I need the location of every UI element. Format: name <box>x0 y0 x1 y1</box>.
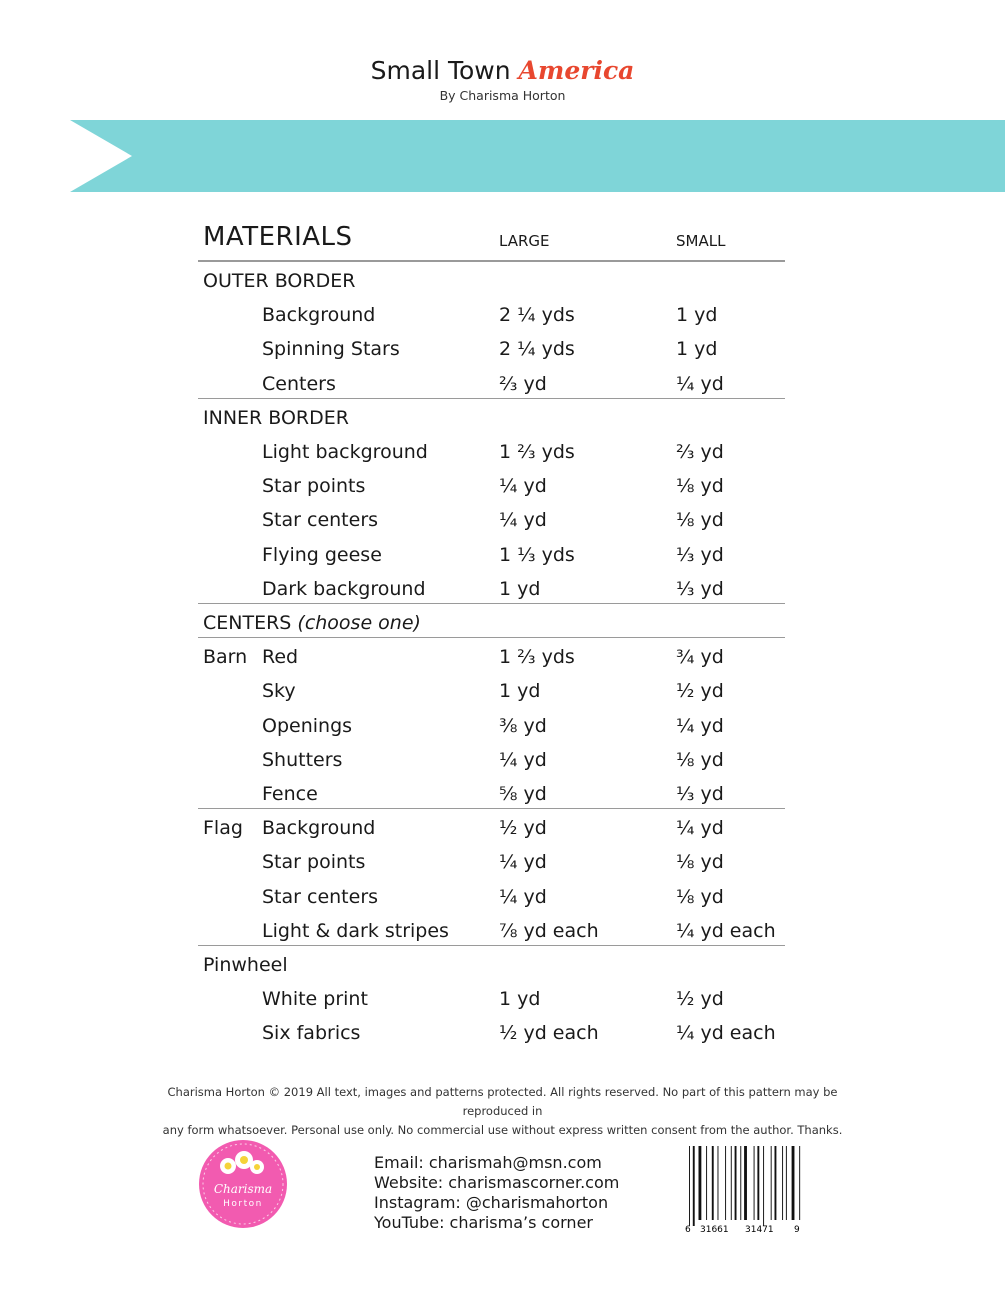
large-quantity: ¼ yd <box>499 885 547 908</box>
small-quantity: 1 yd <box>676 338 718 361</box>
small-quantity: ¼ yd each <box>676 919 776 942</box>
barcode-bar <box>725 1146 726 1220</box>
barcode-bar <box>786 1146 787 1220</box>
barcode-bar <box>799 1146 800 1220</box>
small-quantity: ⅓ yd <box>676 783 724 805</box>
title-accent: America <box>518 56 635 85</box>
large-quantity: ⅞ yd each <box>499 919 599 942</box>
banner <box>70 120 1005 192</box>
barcode-bar <box>731 1146 732 1220</box>
material-item: Spinning Stars <box>262 338 400 361</box>
small-quantity: ⅛ yd <box>676 851 724 874</box>
barcode-bar <box>782 1146 783 1220</box>
large-quantity: 1 yd <box>499 577 541 600</box>
material-item: Openings <box>262 714 353 737</box>
material-item: Sky <box>262 680 296 703</box>
material-item: Shutters <box>262 748 343 771</box>
group-label: Flag <box>203 817 243 840</box>
material-item: Flying geese <box>262 543 382 566</box>
section-title: INNER BORDER <box>203 406 349 429</box>
large-quantity: 1 ⅔ yds <box>499 441 575 463</box>
barcode-bar <box>706 1146 707 1220</box>
large-quantity: 1 yd <box>499 680 541 703</box>
material-item: Dark background <box>262 577 426 600</box>
section-divider <box>198 637 785 638</box>
small-quantity: ⅓ yd <box>676 543 724 566</box>
barcode-bar <box>699 1146 702 1220</box>
header-divider <box>198 260 785 261</box>
barcode-bar <box>744 1146 747 1220</box>
material-item: Fence <box>262 783 318 805</box>
barcode-digit: 9 <box>794 1225 800 1235</box>
large-quantity: 1 ⅔ yds <box>499 646 575 669</box>
material-item: Light background <box>262 441 428 463</box>
column-header-small: SMALL <box>676 232 726 250</box>
group-label: Barn <box>203 646 248 669</box>
barcode-bar <box>693 1146 695 1226</box>
barcode <box>683 1146 801 1236</box>
barcode-bar <box>757 1146 759 1220</box>
material-item: Background <box>262 304 376 327</box>
small-quantity: ½ yd <box>676 680 724 703</box>
contact-youtube[interactable]: YouTube: charisma’s corner <box>374 1213 593 1232</box>
small-quantity: ⅓ yd <box>676 577 724 600</box>
large-quantity: ½ yd each <box>499 1022 599 1045</box>
small-quantity: ¼ yd each <box>676 1022 776 1045</box>
copyright-line: Charisma Horton © 2019 All text, images and patterns protected. All rights reserved. No part of this pattern may be reproduced in <box>167 1085 838 1118</box>
small-quantity: ⅛ yd <box>676 885 724 908</box>
barcode-digit: 6 <box>685 1225 691 1235</box>
section-divider <box>198 261 785 262</box>
section-heading <box>203 611 421 635</box>
large-quantity: 1 yd <box>499 988 541 1011</box>
section-title: CENTERS <box>203 612 298 634</box>
barcode-bar <box>712 1146 714 1220</box>
small-quantity: ¼ yd <box>676 817 724 840</box>
copyright-line: any form whatsoever. Personal use only. No commercial use without express written consent from the author. Thanks. <box>162 1123 843 1137</box>
barcode-digit: 31661 <box>700 1225 729 1235</box>
title-main: Small Town <box>370 56 519 85</box>
large-quantity: ¼ yd <box>499 509 547 532</box>
material-item: White print <box>262 988 368 1011</box>
section-divider <box>198 808 785 809</box>
barcode-bar <box>792 1146 795 1220</box>
section-heading <box>203 953 288 977</box>
section-divider <box>198 603 785 604</box>
barcode-bar <box>689 1146 690 1226</box>
barcode-bars <box>689 1146 801 1226</box>
barcode-bar <box>775 1146 777 1220</box>
barcode-bar <box>754 1146 755 1220</box>
charisma-horton-logo <box>197 1138 289 1230</box>
small-quantity: ½ yd <box>676 988 724 1011</box>
large-quantity: ⅝ yd <box>499 783 547 805</box>
logo-text-line1: Charisma <box>213 1182 273 1196</box>
barcode-bar <box>718 1146 719 1220</box>
material-item: Star centers <box>262 885 379 908</box>
large-quantity: ¼ yd <box>499 748 547 771</box>
copyright-notice <box>140 1083 865 1140</box>
material-item: Background <box>262 817 376 840</box>
contact-email[interactable]: Email: charismah@msn.com <box>374 1153 602 1172</box>
section-heading <box>203 406 349 430</box>
material-item: Red <box>262 646 299 669</box>
small-quantity: ¼ yd <box>676 714 724 737</box>
large-quantity: 2 ¼ yds <box>499 304 575 327</box>
barcode-digit: 31471 <box>745 1225 774 1235</box>
barcode-bar <box>740 1146 741 1220</box>
small-quantity: ⅛ yd <box>676 509 724 532</box>
large-quantity: 1 ⅓ yds <box>499 543 575 566</box>
section-heading <box>203 269 355 293</box>
contact-info <box>374 1153 619 1233</box>
contact-website[interactable]: Website: charismascorner.com <box>374 1173 620 1192</box>
large-quantity: ½ yd <box>499 817 547 840</box>
logo-text-line2: Horton <box>223 1199 263 1209</box>
barcode-bar <box>735 1146 737 1220</box>
column-header-large: LARGE <box>499 232 550 250</box>
material-item: Six fabrics <box>262 1022 361 1045</box>
section-divider <box>198 945 785 946</box>
large-quantity: ⅜ yd <box>499 714 547 737</box>
section-note: (choose one) <box>297 612 421 634</box>
small-quantity: ⅛ yd <box>676 748 724 771</box>
byline: By Charisma Horton <box>439 88 566 103</box>
small-quantity: ⅔ yd <box>676 441 724 463</box>
small-quantity: ¾ yd <box>676 646 724 669</box>
material-item: Star points <box>262 851 366 874</box>
barcode-bar <box>771 1146 772 1220</box>
large-quantity: ¼ yd <box>499 851 547 874</box>
pattern-title <box>0 56 1005 86</box>
barcode-bar <box>763 1146 764 1226</box>
material-item: Star points <box>262 475 366 498</box>
section-title: Pinwheel <box>203 954 288 976</box>
material-item: Light & dark stripes <box>262 919 449 942</box>
contact-instagram[interactable]: Instagram: @charismahorton <box>374 1193 609 1212</box>
material-item: Star centers <box>262 509 379 532</box>
small-quantity: ⅛ yd <box>676 475 724 498</box>
large-quantity: 2 ¼ yds <box>499 338 575 361</box>
material-item: Centers <box>262 372 336 395</box>
small-quantity: ¼ yd <box>676 372 724 395</box>
small-quantity: 1 yd <box>676 304 718 327</box>
large-quantity: ¼ yd <box>499 475 547 498</box>
large-quantity: ⅔ yd <box>499 372 547 395</box>
section-title: OUTER BORDER <box>203 270 356 292</box>
materials-heading: MATERIALS <box>203 222 353 252</box>
section-divider <box>198 398 785 399</box>
